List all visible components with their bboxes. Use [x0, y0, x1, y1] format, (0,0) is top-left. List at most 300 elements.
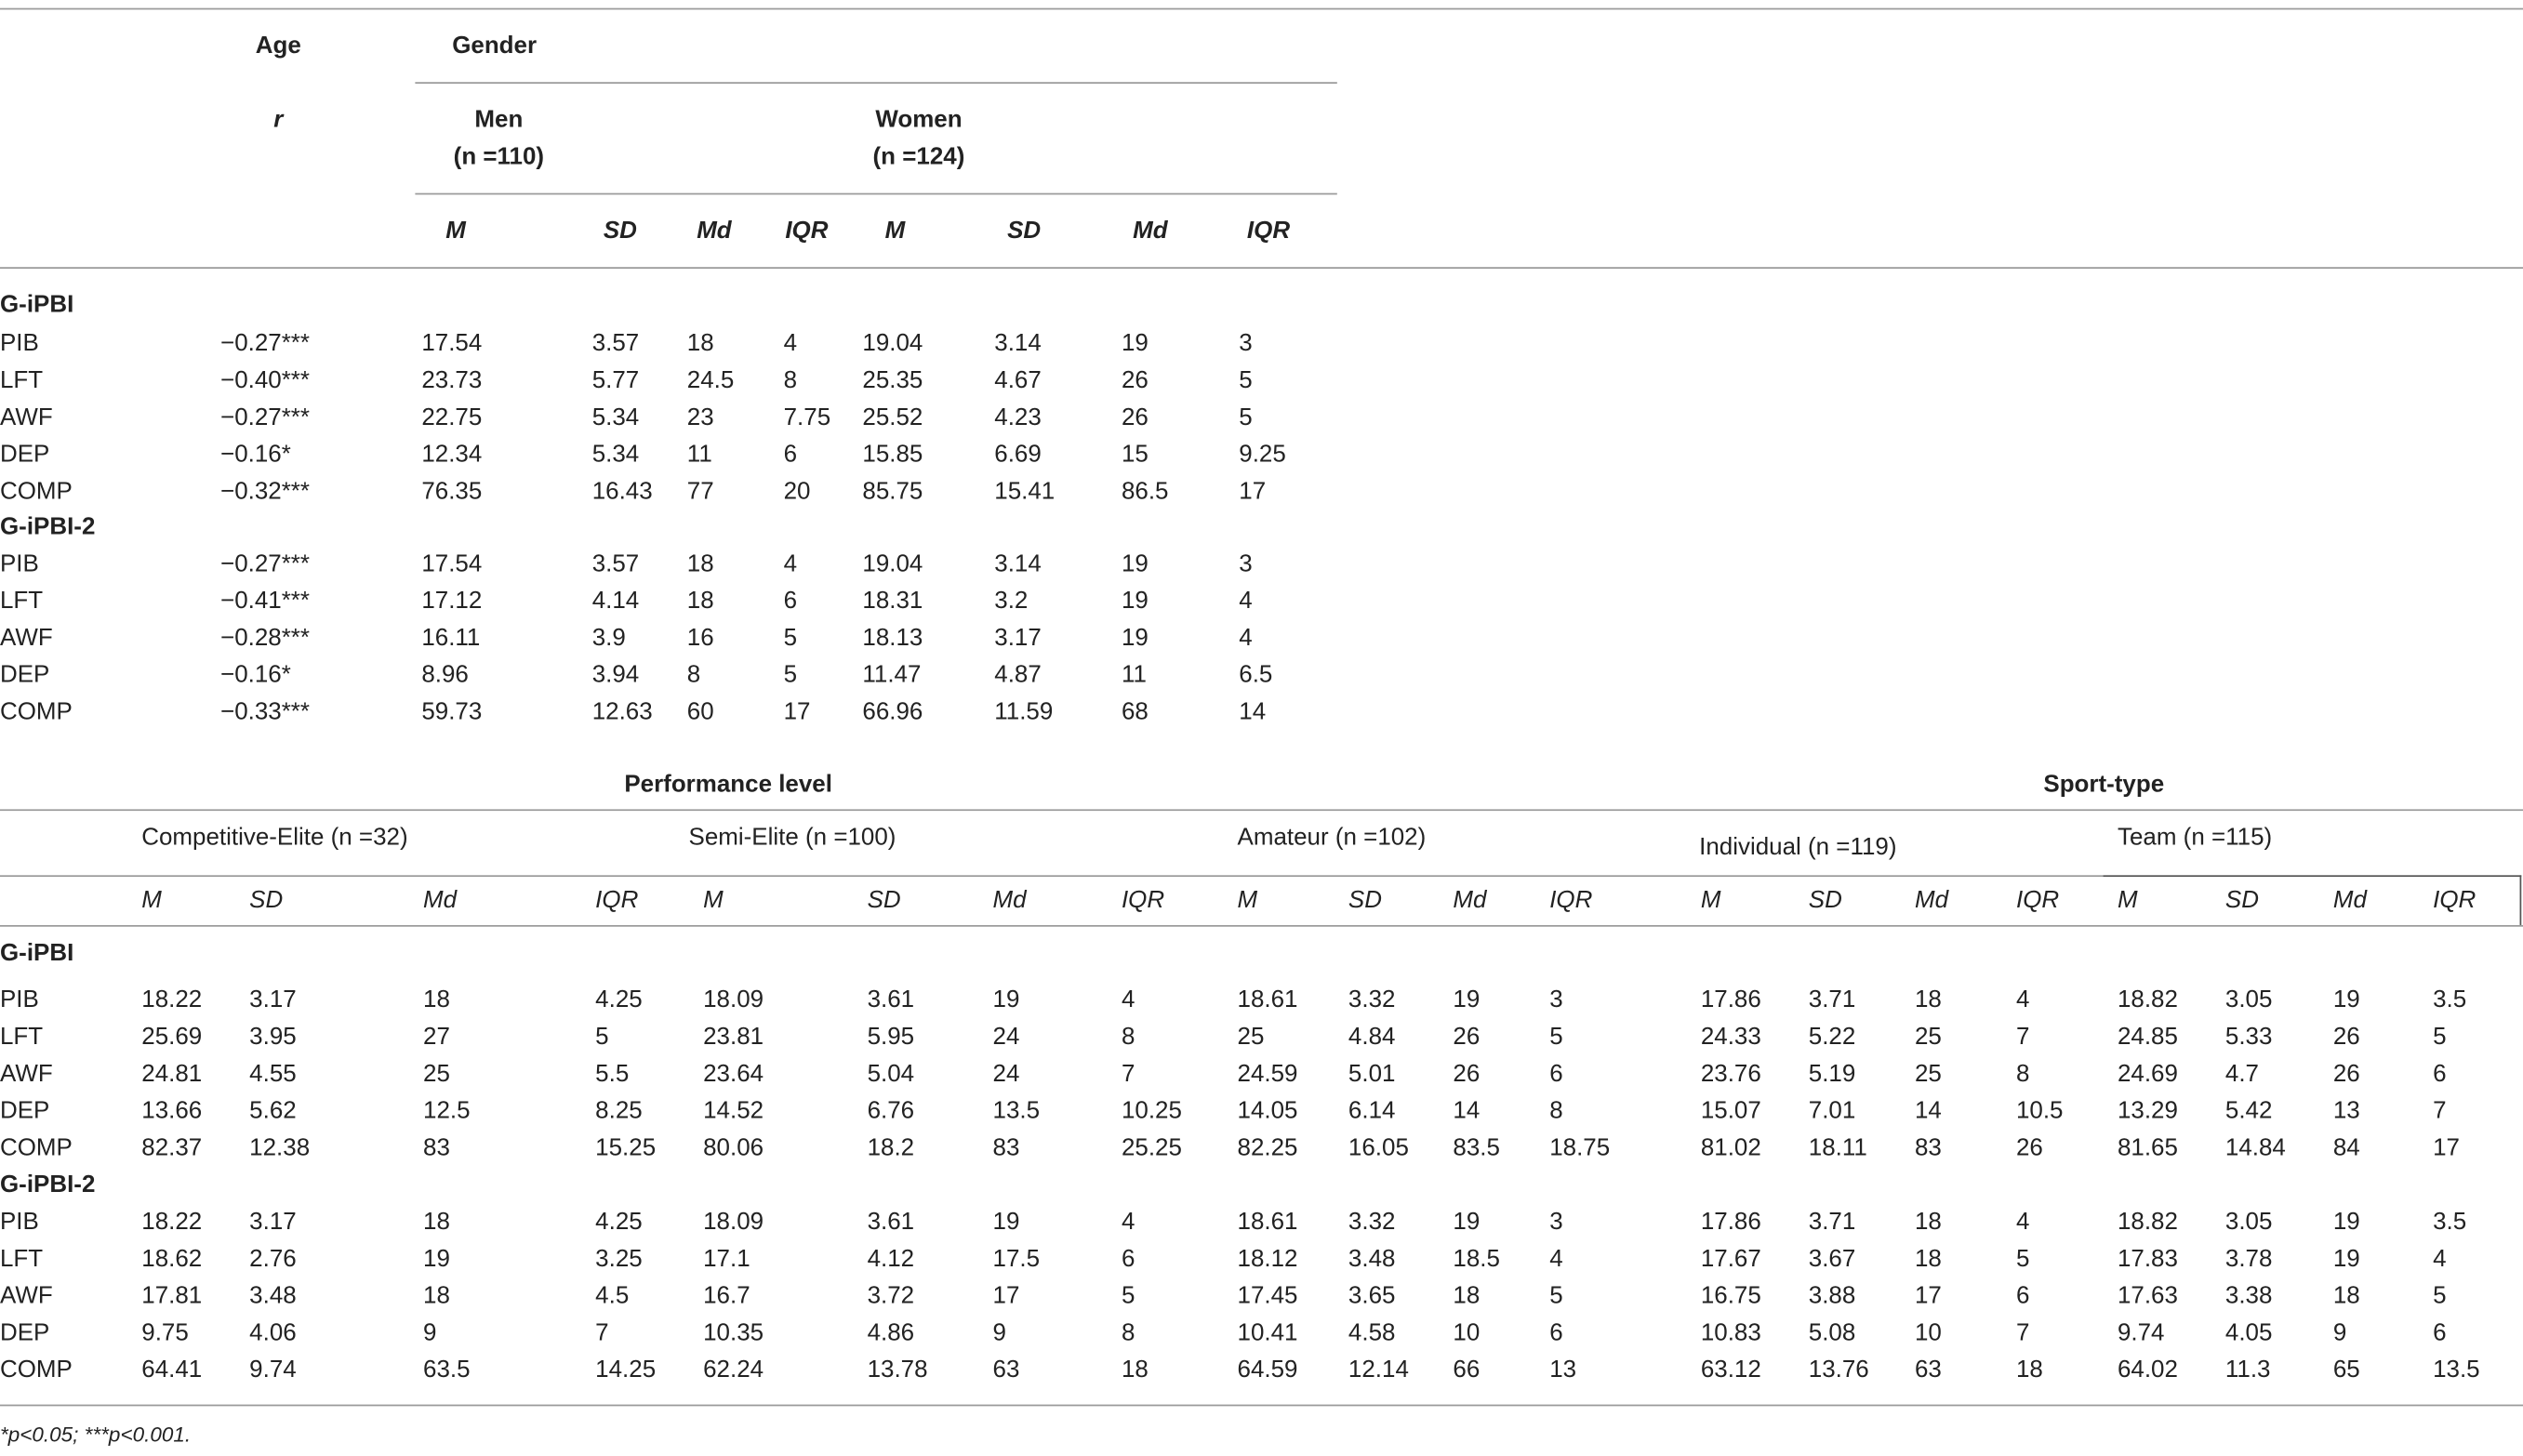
- table1-col-iqr-header: IQR: [785, 217, 829, 245]
- table-cell: 5.62: [249, 1097, 297, 1125]
- section-title: G-iPBI: [0, 939, 74, 967]
- table1-col-iqr-header: IQR: [1246, 217, 1291, 245]
- table-cell: 14.05: [1237, 1097, 1298, 1125]
- table-cell: 64.41: [141, 1356, 203, 1384]
- age-correlation-cell: −0.27***: [220, 404, 311, 431]
- table-cell: 14.84: [2224, 1133, 2286, 1162]
- table2-col-sd-header: SD: [1348, 886, 1382, 914]
- table-cell: 18: [423, 986, 450, 1014]
- table-cell: 4: [2015, 986, 2030, 1014]
- table-cell: 19: [1121, 624, 1149, 652]
- table2-col-m-header: M: [1700, 886, 1721, 914]
- group-name: Individual: [1699, 833, 1801, 861]
- table-cell: 3.32: [1348, 986, 1396, 1014]
- team-box-right: [2520, 875, 2522, 925]
- age-correlation-cell: −0.16*: [220, 441, 291, 469]
- table1-col-m-header: M: [884, 217, 906, 245]
- table1-col-sd-header: SD: [603, 217, 637, 245]
- sport-type-rule: [1626, 809, 2523, 811]
- table-cell: 6: [2433, 1318, 2447, 1347]
- table-cell: 18.22: [141, 1208, 203, 1236]
- table-cell: 19.04: [862, 549, 923, 578]
- table-cell: 6: [2433, 1060, 2447, 1088]
- table-cell: 19: [992, 986, 1020, 1014]
- table-cell: 7: [2015, 1318, 2030, 1347]
- row-label: AWF: [0, 624, 53, 652]
- group-name: Semi-Elite: [688, 823, 799, 852]
- table-cell: 13.29: [2117, 1097, 2178, 1125]
- table-cell: 11.47: [862, 661, 922, 689]
- row-label: COMP: [0, 477, 73, 506]
- table-cell: 5: [783, 661, 798, 689]
- table-cell: 4.84: [1348, 1023, 1396, 1051]
- table-cell: 4: [2433, 1245, 2447, 1273]
- table-cell: 18.61: [1237, 986, 1298, 1014]
- table-cell: 4: [1549, 1245, 1563, 1273]
- table-cell: 25: [1914, 1023, 1942, 1051]
- table-cell: 25.52: [862, 404, 923, 431]
- row-label: COMP: [0, 1133, 73, 1162]
- table-cell: 18: [1121, 1356, 1149, 1384]
- table-cell: 3.9: [591, 624, 626, 652]
- table-cell: 17.5: [992, 1245, 1041, 1273]
- table-cell: 64.02: [2117, 1356, 2178, 1384]
- table-cell: 4: [783, 549, 798, 578]
- group-n: (n =119): [1808, 833, 1897, 861]
- table-cell: 4.06: [249, 1318, 297, 1347]
- table-cell: 3.05: [2224, 986, 2273, 1014]
- performance-level-header: Performance level: [624, 770, 832, 799]
- table-cell: 4.25: [595, 1208, 643, 1236]
- group-n: (n =115): [2183, 823, 2273, 852]
- table-cell: 8.96: [421, 661, 469, 689]
- table-cell: 12.5: [423, 1097, 471, 1125]
- table-cell: 24.85: [2117, 1023, 2178, 1051]
- table2-col-sd-header: SD: [249, 886, 284, 914]
- table-cell: 17.83: [2117, 1245, 2178, 1273]
- table-cell: 12.63: [591, 697, 653, 726]
- table-cell: 18.13: [862, 624, 923, 652]
- table-cell: 17.86: [1700, 1208, 1761, 1236]
- table-cell: 5.5: [595, 1060, 630, 1088]
- table-cell: 14: [1453, 1097, 1481, 1125]
- table-cell: 6: [783, 587, 798, 615]
- group-header-amateur: [1238, 824, 1427, 853]
- table-cell: 3.71: [1808, 1208, 1856, 1236]
- table2-col-sd-header: SD: [867, 886, 901, 914]
- table-cell: 14.52: [703, 1097, 764, 1125]
- row-label: LFT: [0, 1245, 44, 1273]
- table-cell: 17: [2433, 1133, 2460, 1162]
- table-cell: 3.78: [2224, 1245, 2273, 1273]
- table-cell: 26: [1453, 1023, 1481, 1051]
- table1-top-rule: [0, 8, 2523, 10]
- table-cell: 19: [1453, 986, 1481, 1014]
- table-cell: 7: [595, 1318, 609, 1347]
- table-cell: 3.48: [1348, 1245, 1396, 1273]
- table-cell: 6.76: [867, 1097, 915, 1125]
- table-cell: 4: [1239, 587, 1253, 615]
- table-cell: 25.69: [141, 1023, 203, 1051]
- table-cell: 24.59: [1237, 1060, 1298, 1088]
- table-cell: 17.54: [421, 549, 483, 578]
- table-cell: 5: [2433, 1282, 2447, 1310]
- table-cell: 3.25: [595, 1245, 643, 1273]
- table-cell: 13.5: [2433, 1356, 2480, 1384]
- table-cell: 18.75: [1549, 1133, 1611, 1162]
- table-cell: 16.43: [591, 477, 653, 506]
- table-cell: 19: [1121, 587, 1149, 615]
- performance-rule: [0, 809, 1626, 811]
- table-cell: 19.04: [862, 329, 923, 358]
- table-cell: 14.25: [595, 1356, 657, 1384]
- table-cell: 5.34: [591, 404, 640, 431]
- table-cell: 81.65: [2117, 1133, 2178, 1162]
- table-cell: 5.19: [1808, 1060, 1856, 1088]
- table-cell: 7: [1121, 1060, 1135, 1088]
- table2-col-md-header: Md: [1914, 886, 1949, 914]
- group-n: (n =102): [1335, 823, 1427, 852]
- table-cell: 4.12: [867, 1245, 915, 1273]
- age-correlation-cell: −0.32***: [220, 477, 311, 506]
- table-cell: 24.81: [141, 1060, 203, 1088]
- table-cell: 26: [2015, 1133, 2043, 1162]
- group-header-competitive-elite: [141, 824, 407, 853]
- table-cell: 18.11: [1808, 1133, 1867, 1162]
- table-cell: 8: [783, 366, 798, 394]
- table-cell: 18: [423, 1208, 450, 1236]
- table-cell: 6: [1121, 1245, 1135, 1273]
- table-cell: 6: [2015, 1282, 2030, 1310]
- table-cell: 4.67: [994, 366, 1042, 394]
- table2-col-m-header: M: [2117, 886, 2138, 914]
- table-cell: 25: [423, 1060, 450, 1088]
- table-cell: 3.48: [249, 1282, 297, 1310]
- table-cell: 6.69: [994, 441, 1042, 469]
- age-correlation-cell: −0.27***: [220, 549, 311, 578]
- table-cell: 5.42: [2224, 1097, 2273, 1125]
- table-cell: 18: [423, 1282, 450, 1310]
- table-cell: 19: [1453, 1208, 1481, 1236]
- table1-col-m-header: M: [445, 217, 466, 245]
- table-cell: 18: [686, 329, 714, 358]
- table-cell: 4: [1121, 986, 1135, 1014]
- table2-group-rule: [0, 875, 2103, 877]
- table-cell: 5.33: [2224, 1023, 2273, 1051]
- table-cell: 19: [1121, 329, 1149, 358]
- table-cell: 63.12: [1700, 1356, 1761, 1384]
- table-cell: 15.85: [862, 441, 923, 469]
- table-cell: 17: [783, 697, 811, 726]
- table2-col-md-header: Md: [423, 886, 458, 914]
- table-cell: 8: [686, 661, 701, 689]
- table-cell: 18.31: [862, 587, 923, 615]
- table-cell: 9.75: [141, 1318, 189, 1347]
- table-cell: 4: [783, 329, 798, 358]
- table-cell: 17.54: [421, 329, 483, 358]
- table-cell: 16.05: [1348, 1133, 1409, 1162]
- table-cell: 12.34: [421, 441, 483, 469]
- table-cell: 8: [2015, 1060, 2030, 1088]
- table-cell: 17.63: [2117, 1282, 2178, 1310]
- table-cell: 5.22: [1808, 1023, 1856, 1051]
- table-cell: 3: [1239, 549, 1253, 578]
- table-cell: 18.82: [2117, 1208, 2178, 1236]
- table-cell: 18.82: [2117, 986, 2178, 1014]
- group-name: Amateur: [1237, 823, 1329, 852]
- table-cell: 19: [2332, 986, 2360, 1014]
- table-cell: 25.25: [1121, 1133, 1182, 1162]
- row-label: AWF: [0, 1060, 53, 1088]
- table1-header-rule: [0, 267, 2523, 269]
- table-cell: 3.61: [867, 1208, 915, 1236]
- table-cell: 13.76: [1808, 1356, 1869, 1384]
- table-cell: 11: [686, 441, 712, 469]
- table-cell: 3.72: [867, 1282, 915, 1310]
- table-cell: 16.75: [1700, 1282, 1761, 1310]
- table-cell: 9: [992, 1318, 1006, 1347]
- table-cell: 60: [686, 697, 714, 726]
- table-cell: 3: [1549, 1208, 1563, 1236]
- table-cell: 10.41: [1237, 1318, 1298, 1347]
- table-cell: 19: [2332, 1245, 2360, 1273]
- table-cell: 3.38: [2224, 1282, 2273, 1310]
- table-cell: 19: [992, 1208, 1020, 1236]
- women-label: Women: [875, 106, 963, 134]
- table-cell: 23.76: [1700, 1060, 1761, 1088]
- table-cell: 9.25: [1239, 441, 1286, 469]
- table-cell: 10.35: [703, 1318, 764, 1347]
- table-cell: 3.88: [1808, 1282, 1856, 1310]
- table-cell: 63: [992, 1356, 1020, 1384]
- table-cell: 68: [1121, 697, 1149, 726]
- row-label: DEP: [0, 661, 50, 689]
- table-cell: 3.61: [867, 986, 915, 1014]
- subgroup-rule: [415, 193, 1336, 195]
- row-label: AWF: [0, 404, 53, 431]
- table-cell: 5.08: [1808, 1318, 1856, 1347]
- men-label: Men: [474, 106, 524, 134]
- table-cell: 12.38: [249, 1133, 311, 1162]
- table-cell: 3.5: [2433, 1208, 2467, 1236]
- table-cell: 5: [1239, 366, 1253, 394]
- table-cell: 3.05: [2224, 1208, 2273, 1236]
- table-cell: 24.33: [1700, 1023, 1761, 1051]
- group-header-individual: [1699, 833, 1896, 862]
- table2-col-md-header: Md: [1453, 886, 1487, 914]
- table-cell: 10.83: [1700, 1318, 1761, 1347]
- table-cell: 8.25: [595, 1097, 643, 1125]
- table-cell: 5: [783, 624, 798, 652]
- table-cell: 4.14: [591, 587, 640, 615]
- table-cell: 18: [1914, 1245, 1942, 1273]
- table-cell: 84: [2332, 1133, 2360, 1162]
- row-label: LFT: [0, 1023, 44, 1051]
- table2-bottom-rule: [0, 1405, 2523, 1407]
- table-cell: 4.5: [595, 1282, 630, 1310]
- section-title: G-iPBI-2: [0, 1171, 96, 1199]
- table-cell: 86.5: [1121, 477, 1169, 506]
- table2-col-sd-header: SD: [1808, 886, 1842, 914]
- table-cell: 3.14: [994, 549, 1042, 578]
- table-cell: 5.01: [1348, 1060, 1396, 1088]
- table-cell: 17: [1914, 1282, 1942, 1310]
- table-cell: 18: [1453, 1282, 1481, 1310]
- table-cell: 18: [1914, 1208, 1942, 1236]
- table-cell: 5.04: [867, 1060, 915, 1088]
- table-cell: 18: [686, 549, 714, 578]
- table-cell: 5: [1549, 1282, 1563, 1310]
- age-correlation-cell: −0.28***: [220, 624, 311, 652]
- table-cell: 10.25: [1121, 1097, 1182, 1125]
- table-cell: 9: [423, 1318, 437, 1347]
- table-cell: 18: [686, 587, 714, 615]
- group-header-team: [2118, 824, 2272, 853]
- table-cell: 25: [1914, 1060, 1942, 1088]
- r-label: r: [273, 106, 284, 134]
- table2-col-m-header: M: [141, 886, 162, 914]
- row-label: PIB: [0, 329, 39, 358]
- table-cell: 3: [1549, 986, 1563, 1014]
- table-cell: 4: [1121, 1208, 1135, 1236]
- table-cell: 19: [423, 1245, 450, 1273]
- table-cell: 17.12: [421, 587, 483, 615]
- table-cell: 4.87: [994, 661, 1042, 689]
- table-cell: 10.5: [2015, 1097, 2064, 1125]
- table-cell: 2.76: [249, 1245, 297, 1273]
- table2-col-sd-header: SD: [2224, 886, 2259, 914]
- row-label: PIB: [0, 986, 39, 1014]
- table-cell: 63.5: [423, 1356, 471, 1384]
- group-header-semi-elite: [689, 824, 896, 853]
- row-label: COMP: [0, 1356, 73, 1384]
- table-cell: 63: [1914, 1356, 1942, 1384]
- table-cell: 5: [2015, 1245, 2030, 1273]
- team-box-top: [2103, 875, 2521, 877]
- table-cell: 17.86: [1700, 986, 1761, 1014]
- table-cell: 4.25: [595, 986, 643, 1014]
- table-cell: 26: [1121, 404, 1149, 431]
- table-cell: 9.74: [2117, 1318, 2165, 1347]
- table-cell: 18.5: [1453, 1245, 1500, 1273]
- table-cell: 26: [1121, 366, 1149, 394]
- row-label: AWF: [0, 1282, 53, 1310]
- table-cell: 24.5: [686, 366, 735, 394]
- gender-header: Gender: [452, 32, 538, 60]
- table-cell: 4.05: [2224, 1318, 2273, 1347]
- table-cell: 3.94: [591, 661, 640, 689]
- group-n: (n =100): [805, 823, 896, 852]
- table-cell: 16.11: [421, 624, 481, 652]
- table-cell: 8: [1121, 1318, 1135, 1347]
- table-cell: 5: [2433, 1023, 2447, 1051]
- table-cell: 3.32: [1348, 1208, 1396, 1236]
- table-cell: 3.57: [591, 329, 640, 358]
- group-name: Competitive-Elite: [141, 823, 325, 852]
- table-cell: 6: [1549, 1318, 1563, 1347]
- table2-col-iqr-header: IQR: [1549, 886, 1593, 914]
- table-cell: 17: [1239, 477, 1267, 506]
- table-cell: 23.81: [703, 1023, 764, 1051]
- age-correlation-cell: −0.16*: [220, 661, 291, 689]
- table-cell: 62.24: [703, 1356, 764, 1384]
- table-cell: 65: [2332, 1356, 2360, 1384]
- group-name: Team: [2117, 823, 2177, 852]
- table-cell: 4.23: [994, 404, 1042, 431]
- table-cell: 82.37: [141, 1133, 203, 1162]
- table-cell: 12.14: [1348, 1356, 1409, 1384]
- table-cell: 9.74: [249, 1356, 297, 1384]
- row-label: DEP: [0, 1097, 50, 1125]
- table-cell: 19: [2332, 1208, 2360, 1236]
- table-cell: 3.5: [2433, 986, 2467, 1014]
- table2-header-rule: [0, 925, 2523, 927]
- table-cell: 11: [1121, 661, 1147, 689]
- table-cell: 16: [686, 624, 714, 652]
- table-cell: 7.01: [1808, 1097, 1856, 1125]
- table-cell: 18: [2015, 1356, 2043, 1384]
- table-cell: 13.5: [992, 1097, 1041, 1125]
- table-cell: 23: [686, 404, 714, 431]
- table-cell: 83: [992, 1133, 1020, 1162]
- table-cell: 18: [2332, 1282, 2360, 1310]
- group-n: (n =32): [330, 823, 408, 852]
- table-cell: 17.45: [1237, 1282, 1298, 1310]
- table-cell: 15.25: [595, 1133, 657, 1162]
- table-cell: 4: [2015, 1208, 2030, 1236]
- table-cell: 3.14: [994, 329, 1042, 358]
- table-cell: 85.75: [862, 477, 923, 506]
- table-cell: 6: [1549, 1060, 1563, 1088]
- table-cell: 66: [1453, 1356, 1481, 1384]
- table-cell: 24.69: [2117, 1060, 2178, 1088]
- row-label: PIB: [0, 549, 39, 578]
- table-cell: 18.09: [703, 986, 764, 1014]
- table-cell: 5: [1239, 404, 1253, 431]
- table-cell: 17.81: [141, 1282, 203, 1310]
- table-cell: 17.67: [1700, 1245, 1761, 1273]
- table2-col-iqr-header: IQR: [1121, 886, 1165, 914]
- row-label: LFT: [0, 366, 44, 394]
- table-cell: 59.73: [421, 697, 483, 726]
- table-cell: 5: [1549, 1023, 1563, 1051]
- table-cell: 5: [595, 1023, 609, 1051]
- table-cell: 26: [2332, 1023, 2360, 1051]
- table-cell: 4.55: [249, 1060, 297, 1088]
- table-cell: 22.75: [421, 404, 483, 431]
- table-cell: 11.3: [2224, 1356, 2271, 1384]
- row-label: DEP: [0, 1318, 50, 1347]
- table-cell: 7.75: [783, 404, 831, 431]
- table2-col-iqr-header: IQR: [2015, 886, 2060, 914]
- table-cell: 7: [2015, 1023, 2030, 1051]
- table-cell: 14: [1914, 1097, 1942, 1125]
- table-cell: 23.73: [421, 366, 483, 394]
- row-label: DEP: [0, 441, 50, 469]
- table-cell: 9: [2332, 1318, 2347, 1347]
- table-cell: 13.66: [141, 1097, 203, 1125]
- row-label: PIB: [0, 1208, 39, 1236]
- table-cell: 14: [1239, 697, 1267, 726]
- age-correlation-cell: −0.33***: [220, 697, 311, 726]
- table-cell: 5.34: [591, 441, 640, 469]
- table-cell: 13: [2332, 1097, 2360, 1125]
- table-cell: 18.2: [867, 1133, 915, 1162]
- table-cell: 11.59: [994, 697, 1054, 726]
- table-cell: 18.61: [1237, 1208, 1298, 1236]
- table-cell: 3.57: [591, 549, 640, 578]
- age-correlation-cell: −0.41***: [220, 587, 311, 615]
